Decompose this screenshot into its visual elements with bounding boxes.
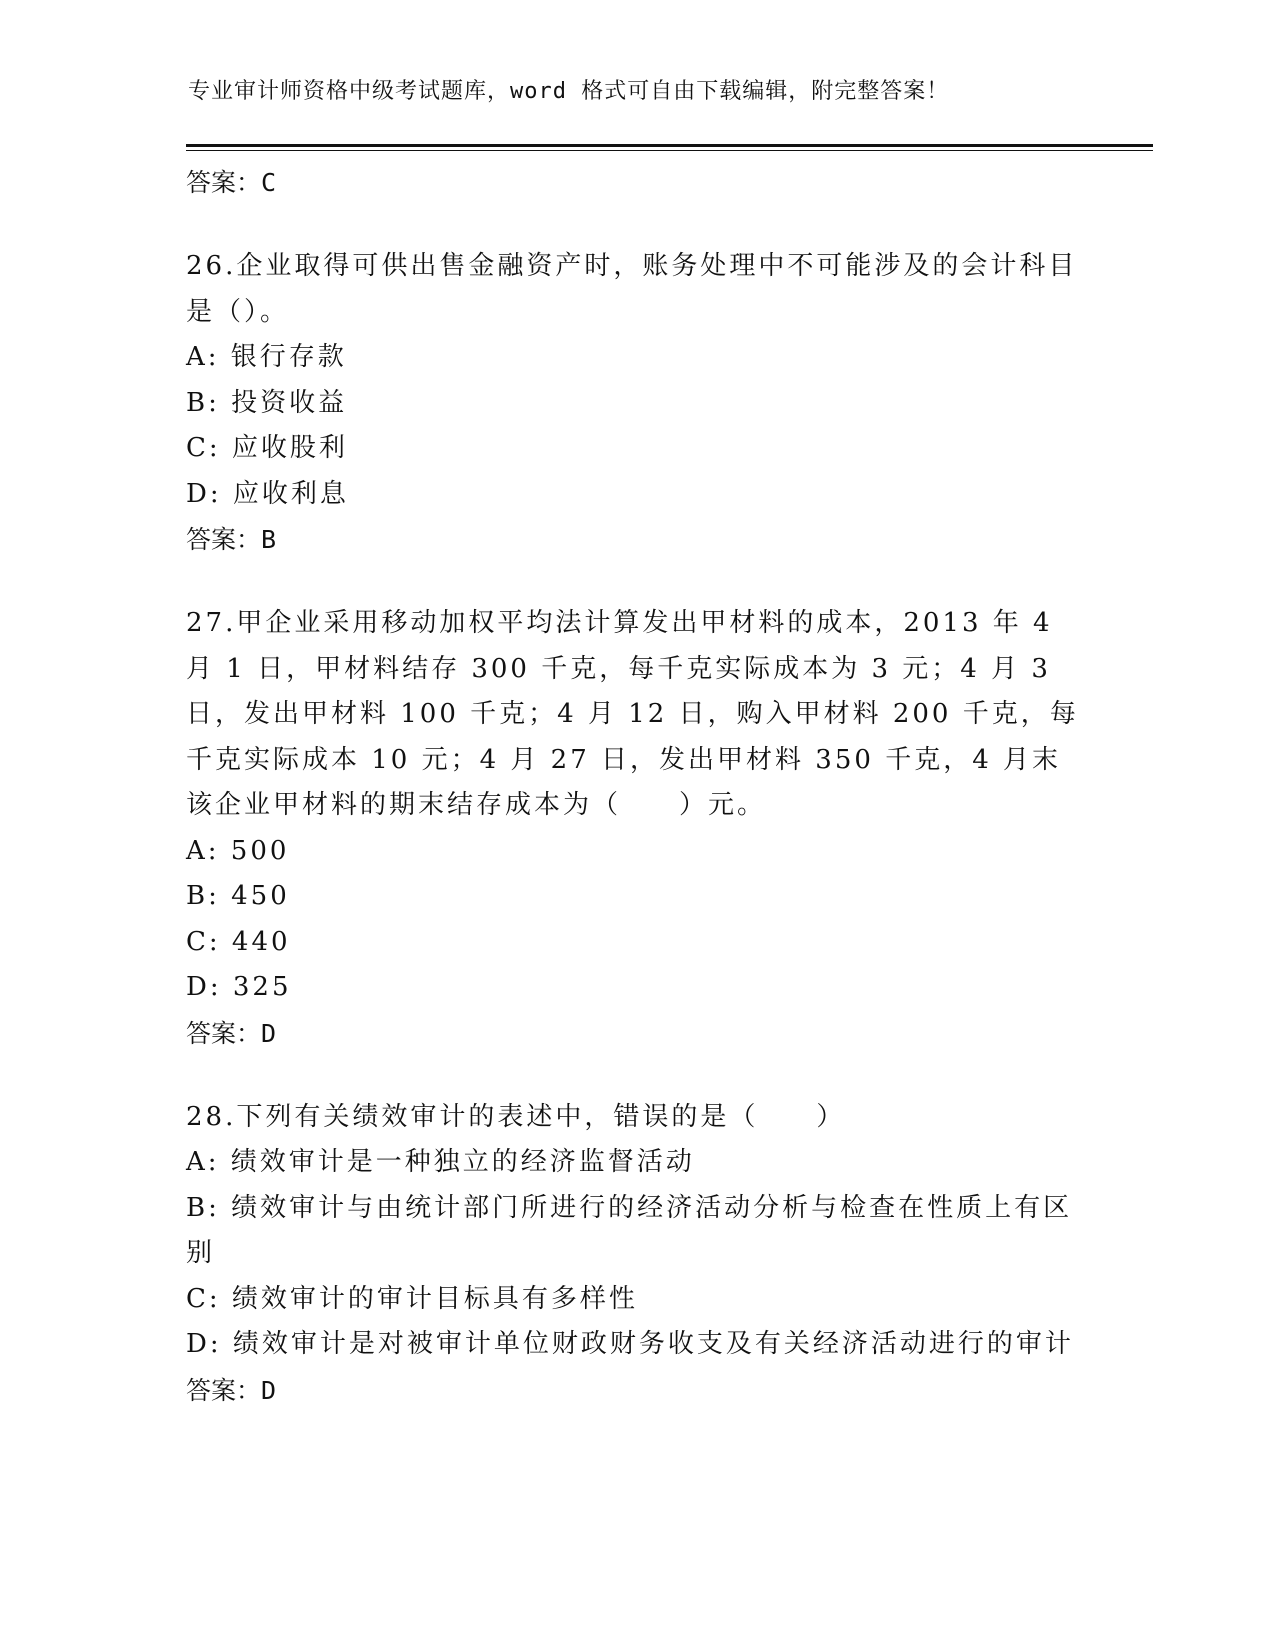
option-d: D: 应收利息 xyxy=(186,478,349,509)
header-rule-thick xyxy=(186,144,1153,147)
question-text: 28.下列有关绩效审计的表述中，错误的是（ ） xyxy=(186,1101,846,1132)
option-b: B: 投资收益 xyxy=(186,387,348,418)
page-header: 专业审计师资格中级考试题库，word 格式可自由下载编辑，附完整答案！ xyxy=(188,79,950,104)
question-text: 26.企业取得可供出售金融资产时，账务处理中不可能涉及的会计科目是（）。 xyxy=(186,251,1078,327)
option-a: A: 500 xyxy=(186,835,290,866)
option-d: D: 绩效审计是对被审计单位财政财务收支及有关经济活动进行的审计 xyxy=(186,1329,1074,1359)
option-c: C: 440 xyxy=(186,926,291,957)
question-27 xyxy=(186,601,1086,1056)
question-list xyxy=(186,160,1086,1413)
option-c: C: 应收股利 xyxy=(186,433,348,463)
answer-line: 答案：B xyxy=(186,525,277,554)
answer-line: 答案：D xyxy=(186,1375,277,1405)
answer-line: 答案：D xyxy=(186,1018,277,1048)
option-c: C: 绩效审计的审计目标具有多样性 xyxy=(186,1283,638,1314)
option-d: D: 325 xyxy=(186,972,292,1002)
option-a: A: 银行存款 xyxy=(186,342,347,372)
answer-line: 答案：C xyxy=(186,168,277,197)
question-26 xyxy=(186,244,1086,562)
option-b: B: 绩效审计与由统计部门所进行的经济活动分析与检查在性质上有区别 xyxy=(186,1192,1073,1268)
option-b: B: 450 xyxy=(186,881,290,911)
option-a: A: 绩效审计是一种独立的经济监督活动 xyxy=(186,1147,695,1177)
question-text: 27.甲企业采用移动加权平均法计算发出甲材料的成本，2013 年 4 月 1 日，甲材料结存 300 千克，每千克实际成本为 3 元；4 月 3 日，发出甲材料 100 千克；4 月 12 日，购入甲材料 200 千克，每千克实际成本 10 元；4 月 27 日，发出甲材料 350 千克，4 月末该企业甲材料的期末结存成本为（ ）元。 xyxy=(186,608,1079,820)
header-rule-thin xyxy=(186,150,1153,151)
question-28 xyxy=(186,1095,1086,1413)
